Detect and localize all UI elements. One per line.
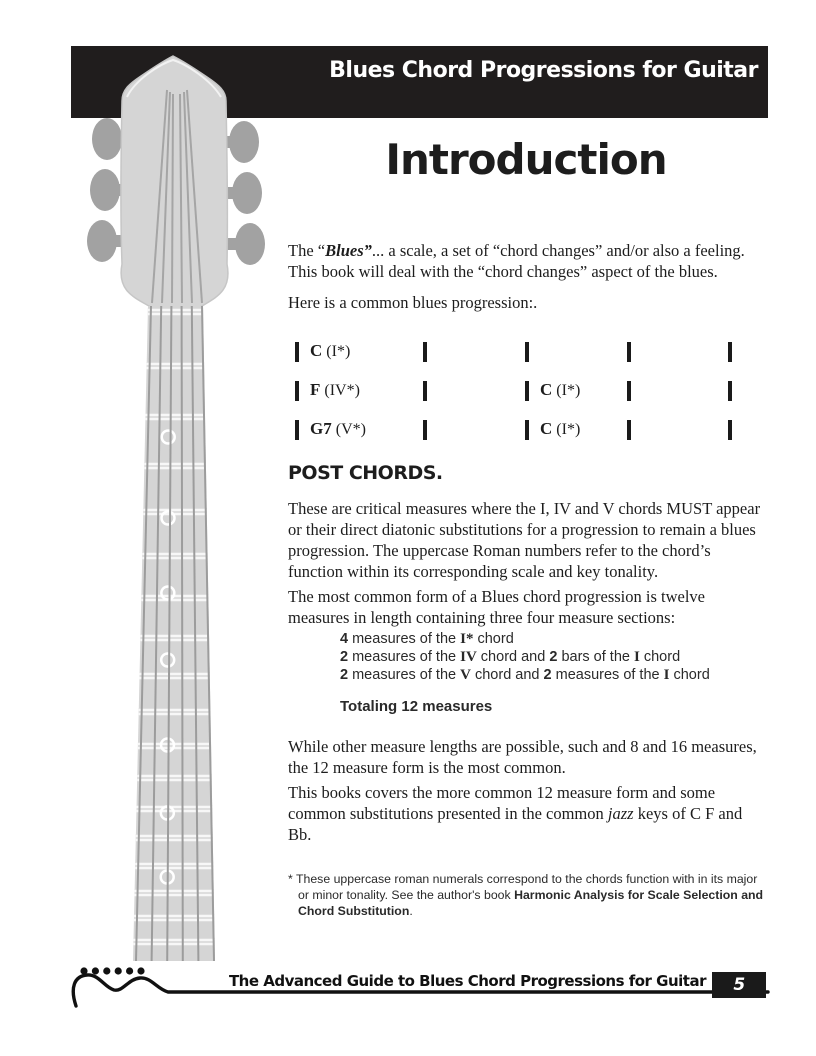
referenced-book-title: Harmonic Analysis for Scale Selection and Chord Substitution (298, 888, 764, 918)
measure-barline (627, 381, 631, 401)
measure-cell: F (IV*) (310, 380, 360, 399)
measure-barline (627, 420, 631, 440)
measure-barline (627, 342, 631, 362)
list-item: 2 measures of the IV chord and 2 bars of the I chord (340, 649, 681, 665)
progression-lead-in: Here is a common blues progression:. (288, 293, 538, 312)
footnote: * These uppercase roman numerals correspond to the chords function with in its major or minor tonality. See the author's book Harmonic Analysis for Scale Selection and Chord Substitution. (288, 872, 764, 918)
measure-barline (423, 420, 427, 440)
post-chords-paragraph: These are critical measures where the I, IV and V chords MUST appear or their direct diatonic substitutions for a progression to remain a blues progression. The uppercase Roman numbers refer to the chord’s function within its corresponding scale and key tonality. (288, 499, 761, 581)
jazz-italic-word: jazz (607, 804, 634, 823)
totaling-line: Totaling 12 measures (340, 698, 493, 715)
measures-breakdown-list (340, 630, 764, 684)
list-item: 2 measures of the V chord and 2 measures of the I chord (340, 667, 710, 683)
measure-cell: C (I*) (540, 380, 581, 399)
measure-barline (423, 342, 427, 362)
progression-row (295, 341, 764, 362)
book-title: Blues Chord Progressions for Guitar (329, 58, 758, 83)
page-number-box (712, 972, 766, 998)
book-scope-paragraph: This books covers the more common 12 measure form and some common substitutions presented in the common jazz keys of C F and Bb. (288, 783, 743, 844)
other-lengths-paragraph: While other measure lengths are possible, such and 8 and 16 measures, the 12 measure form is the most common. (288, 737, 757, 777)
guitar-neck-illustration (60, 40, 280, 980)
intro-paragraph: The “Blues”... a scale, a set of “chord changes” and/or also a feeling. This book will deal with the “chord changes” aspect of the blues. (288, 241, 745, 281)
section-heading-post-chords: POST CHORDS. (288, 462, 443, 484)
footer-title: The Advanced Guide to Blues Chord Progressions for Guitar (228, 972, 706, 990)
page-number: 5 (733, 975, 745, 995)
measure-cell: G7 (V*) (310, 419, 366, 438)
measure-barline (423, 381, 427, 401)
measure-barline (525, 342, 529, 362)
headstock-shape (121, 56, 228, 313)
chord-progression-chart (295, 341, 764, 440)
page-footer (0, 948, 816, 1028)
measure-barline (728, 342, 732, 362)
main-content (288, 126, 764, 919)
measure-barline (728, 381, 732, 401)
progression-row (295, 419, 764, 440)
progression-row (295, 380, 764, 401)
common-form-paragraph: The most common form of a Blues chord progression is twelve measures in length containing three four measure sections: (288, 587, 706, 627)
blues-bold-word: Blues” (325, 241, 372, 260)
measure-cell: C (I*) (540, 419, 581, 438)
measure-barline (728, 420, 732, 440)
list-item: 4 measures of the I* chord (340, 631, 514, 647)
page-title: Introduction (385, 135, 667, 184)
measure-cell: C (I*) (310, 341, 351, 360)
